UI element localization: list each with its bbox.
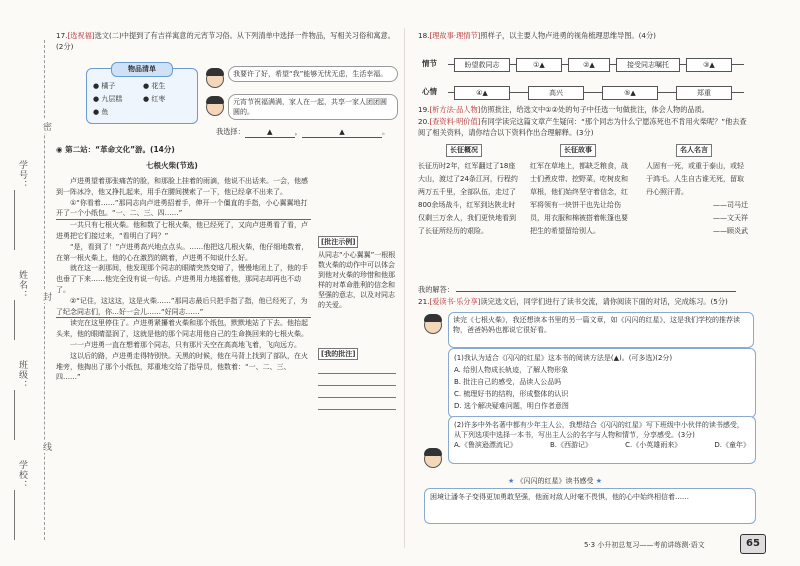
sub-question-1: (1)我认为适合《闪闪的红星》这本书的阅读方法是(▲)。(可多选)(2分) — [454, 354, 673, 362]
item-list-title: 物品清单 — [111, 62, 173, 77]
question-20: 20.[查资料·明价值]有同学读完这篇文章产生疑问：“那个同志为什么宁愿冻死也不肯用火柴呢？”他去查阅了相关资料，请你结合以下资料作出合理解释。(3分) — [418, 117, 747, 137]
q17-answer-blank-1[interactable]: ▲ — [245, 126, 295, 138]
q19-text: 仿照批注，给选文中①②处的句子中任选一句做批注，体会人物的品质。 — [480, 105, 709, 114]
story-para-2: ①“你看着……”那同志向卢进勇招着手，伸开一个僵直的手指，小心翼翼地打开了一个小纸包。“一、二、三、四……” — [56, 198, 311, 221]
annotation-example-head: [批注示例] — [318, 236, 358, 248]
q19-tag: [析方法·品人物] — [429, 105, 481, 114]
sub2-option-c[interactable]: C.《小英雄雨来》 — [625, 441, 682, 449]
sub2-option-b[interactable]: B.《西游记》 — [550, 441, 593, 449]
school-line — [14, 490, 15, 540]
mood-box-2: 高兴 — [528, 86, 584, 100]
author-3: ——顾炎武 — [713, 227, 748, 235]
page-number: 65 — [740, 534, 766, 554]
q17-answer-blank-2[interactable]: ▲ — [302, 126, 382, 138]
mood-box-3[interactable]: ⑤▲ — [602, 86, 658, 100]
child-avatar-2 — [206, 98, 224, 116]
story-para-4: “是，看到了！”卢进勇高兴地点点头。……他把这几根火柴，他仔细地数着，在第一根火柴上，他的心在激烈的跳着，卢进勇不知说什么好。 — [56, 242, 309, 262]
speech-bubble-1: 我要许了好，希望“我”能够无忧无虑，生活幸福。 — [228, 66, 398, 82]
q17-answer-prefix: 我选择 — [216, 127, 238, 136]
q20-answer-label: 我的解答： — [418, 285, 454, 294]
resource-col-1-head: 长征概况 — [446, 144, 482, 157]
name-line — [14, 300, 15, 340]
sub1-option-a[interactable]: A. 给别人物成长轨迹，了解人物形象 — [454, 366, 569, 374]
item-5: ● 鱼 — [93, 108, 109, 116]
story-title: 七根火柴(节选) — [146, 161, 198, 170]
resource-col-3 — [646, 144, 748, 272]
story-para-6: ②“记住，这这这，这是火柴……”那同志最后只把手指了指，他已经死了，为了纪念同志们，你…好一会儿……“好同志……” — [56, 296, 311, 319]
share-answer-box[interactable] — [424, 488, 756, 524]
item-4: ● 红枣 — [143, 95, 166, 103]
story-text — [56, 176, 311, 383]
school-label: 学校： — [17, 460, 27, 490]
student-id-line — [14, 190, 15, 250]
speech-bubble-2: 元宵节祝福满满，家人在一起，共享一家人团团圆圆的。 — [228, 94, 398, 120]
class-line — [14, 390, 15, 440]
sub1-option-d[interactable]: D. 选个解决疑难问题，明白作者意图 — [454, 402, 569, 410]
share-text: 困境让潘冬子变得更加勇敢坚强，他面对敌人时毫不畏惧，他的心中始终相信着…… — [430, 493, 689, 501]
author-2: ——文天祥 — [713, 214, 748, 222]
class-label: 班级： — [17, 360, 27, 390]
my-annotation-line-1[interactable] — [318, 362, 396, 374]
question-18: 18.[理故事·理情节]照样子，以主要人物卢进勇的视角梳理思维导图。(4分) — [418, 31, 656, 40]
q17-tag: [选祝福] — [67, 31, 95, 40]
student-id-label: 学号： — [17, 160, 27, 190]
sub1-option-b[interactable]: B. 批注自己的感受，品读人公品吗 — [454, 378, 562, 386]
girl-avatar — [424, 316, 442, 334]
q20-tag: [查资料·明价值] — [429, 117, 481, 126]
q20-answer-line[interactable] — [456, 282, 736, 292]
mind-map — [418, 54, 748, 108]
item-2: ● 花生 — [143, 82, 166, 90]
my-annotation — [318, 348, 396, 410]
footer-text: 5·3 小升初总复习——考前讲练测·语文 — [584, 541, 705, 549]
q21-text: 读完选文后，同学们进行了读书交流，请你阅读下面的对话，完成练习。(5分) — [480, 297, 728, 306]
sub-question-1-card — [448, 348, 756, 418]
story-para-5: 就在这一刹那间，他发现那个同志的眼睛突然变暗了，慢慢地闭上了，他的手也垂了下来……他完全没有说一句话。卢进勇用力地摇着他，那同志却再也不动了。 — [56, 264, 308, 294]
my-annotation-line-4[interactable] — [318, 398, 396, 410]
story-para-8: 一一卢进勇一直在想着那个同志，只有那片天空在高高地飞着，飞向远方。 — [70, 340, 301, 349]
author-1: ——司马迁 — [713, 201, 748, 209]
sub-question-2: (2)许多中外名著中都有少年主人公，我想结合《闪闪的红星》写下班级中小伙伴的读书感受，从下列选项中选择一本书，写出主人公的名字与人物和情节，分享感受。(3分) — [454, 421, 744, 439]
plot-box-3[interactable]: ②▲ — [568, 58, 610, 72]
item-3: ● 九层糕 — [93, 95, 123, 103]
mood-box-1[interactable]: ④▲ — [454, 86, 510, 100]
station2-title: ◉ 第二站：“革命文化”游。(14分) — [56, 145, 175, 154]
sub2-option-d[interactable]: D.《童年》 — [714, 441, 750, 449]
mood-box-4: 郑重 — [676, 86, 732, 100]
resource-col-3-head: 名人名言 — [676, 144, 712, 157]
plot-row-label: 情节 — [422, 59, 437, 68]
story-para-3: 一共只有七根火柴。他和数了七根火柴，他已经死了，又向卢进勇看了看，卢进勇把它们接过来，“看明白了吗？” — [56, 221, 308, 240]
item-list-grid — [93, 81, 193, 118]
question-21: 21.[爱读书·乐分享]读完选文后，同学们进行了读书交流，请你阅读下面的对话，完成练习。(5分) — [418, 297, 728, 306]
item-list-box — [86, 65, 198, 124]
question-19: 19.[析方法·品人物]仿照批注，给选文中①②处的句子中任选一句做批注，体会人物的品质。 — [418, 105, 709, 114]
cut-mark-xian: 线 — [41, 442, 51, 451]
q17-number: 17. — [56, 31, 68, 40]
cut-mark-mi: 密 — [41, 122, 51, 131]
q21-tag: [爱读书·乐分享] — [429, 297, 481, 306]
q17-text: 选文(二)中提到了有吉祥寓意的元宵节习俗。从下列清单中选择一件物品，写相关习俗和寓意。(2分) — [56, 31, 395, 51]
resource-col-2-text: 红军在草地上，都缺乏粮食，战士们煮皮带、挖野菜，吃树皮和草根，他们始终坚守着信念，红军将领有一块饼干也先让给伤员，用衣服和棉被搭着帐篷也要把生的希望留给别人。 — [530, 162, 628, 235]
sub-question-2-card — [448, 416, 756, 464]
my-annotation-head: [我的批注] — [318, 348, 358, 360]
resource-col-1 — [418, 144, 518, 272]
story-para-7: 读完在这里停住了。卢进勇紧攥着火柴和那个纸包，默默地站了下去。他抬起头来，他的眼睛湿润了，这就是他的那个同志用他自己的生命换回来的七根火柴。 — [56, 319, 308, 339]
annotation-example-text: 从同志“小心翼翼”一根根数火柴的动作中可以体会到他对火柴的珍惜和他那样的对革命胜利的信念和坚强的意志，以及对同志的关爱。 — [318, 251, 396, 309]
binding-strip — [0, 0, 52, 566]
q18-tag: [理故事·理情节] — [429, 31, 481, 40]
sub2-option-a[interactable]: A.《鲁滨逊漂流记》 — [454, 441, 517, 449]
sub2-options — [454, 440, 750, 451]
story-para-9: 这以后的路，卢进勇走得特别快。天黑的时候，他在马背上找到了部队，在火堆旁，他掏出了那个小纸包，郑重地交给了指导员，他数着：“一、二、三、四……” — [56, 351, 308, 382]
my-annotation-line-2[interactable] — [318, 374, 396, 386]
right-column — [418, 30, 748, 535]
my-annotation-line-3[interactable] — [318, 386, 396, 398]
q18-text: 照样子，以主要人物卢进勇的视角梳理思维导图。(4分) — [480, 31, 656, 40]
item-1: ● 橘子 — [93, 82, 116, 90]
plot-box-2[interactable]: ①▲ — [516, 58, 562, 72]
plot-box-4: 接受同志嘱托 — [616, 58, 680, 72]
left-column — [56, 30, 396, 535]
q17-answer-row: 我选择： ▲ ， ▲ 。 — [216, 127, 390, 136]
column-divider — [404, 28, 405, 548]
q20-answer-row — [418, 282, 748, 295]
plot-box-5[interactable]: ③▲ — [686, 58, 732, 72]
boy-avatar — [424, 450, 442, 468]
annotation-example — [318, 236, 396, 310]
share-title: ★ 《闪闪的红星》读书感受 ★ — [508, 477, 603, 485]
sub1-option-c[interactable]: C. 梳理好书的结构，形成整体的认识 — [454, 390, 569, 398]
resource-col-3-text: 人固有一死，或重于泰山，或轻于鸿毛。人生自古谁无死，留取丹心照汗青。 ——司马迁 ——文天祥 ——顾炎武 — [646, 160, 748, 238]
story-para-1: 卢进勇望着那张痛苦的脸，和那脸上挂着的雨滴，他说不出话来。一会，他感到一阵冰冷，他又挣扎起来，用手在腰间摸索了一下，他已经拿不出来了。 — [56, 177, 308, 196]
plot-box-1: 盼望救同志 — [454, 58, 510, 72]
resource-columns — [418, 144, 748, 272]
child-avatar-1 — [206, 70, 224, 88]
resource-col-1-text: 长征历时2年，红军翻过了18座大山，渡过了24条江河，行程约两万五千里，全部队伍，走过了800余场战斗，红军到达陕北时仅剩三万余人，我们更快地看到了长征所经历的艰险。 — [418, 162, 518, 235]
star-icon-right: ★ — [595, 477, 603, 485]
question-17 — [56, 30, 396, 52]
resource-col-2-head: 长征故事 — [560, 144, 596, 157]
star-icon-left: ★ — [508, 477, 515, 485]
intro-bubble: 读完《七根火柴》，我还想读本书里的另一篇文章，如《闪闪的红星》，这是我们学校的推荐读物，爸爸妈妈也都说它很好看。 — [448, 312, 754, 348]
name-label: 姓名： — [17, 270, 27, 300]
mood-row-label: 心情 — [422, 87, 437, 96]
station-icon: ◉ — [56, 145, 63, 154]
q20-text: 有同学读完这篇文章产生疑问：“那个同志为什么宁愿冻死也不肯用火柴呢？”他去查阅了相关资料，请你结合以下资料作出合理解释。(3分) — [418, 117, 747, 137]
cut-mark-feng: 封 — [41, 292, 51, 301]
resource-col-2 — [530, 144, 634, 272]
